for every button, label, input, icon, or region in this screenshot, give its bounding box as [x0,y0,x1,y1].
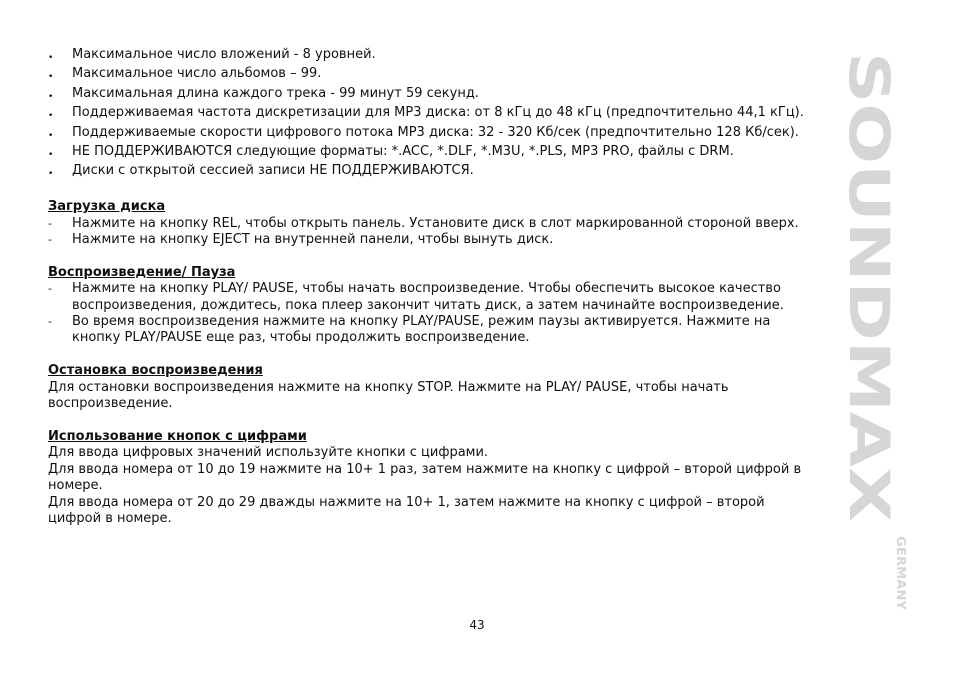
brand-sub: GERMANY [894,536,908,604]
bullet-icon: • [48,111,54,122]
list-item [48,47,808,66]
paragraph: Для остановки воспроизведения нажмите на кнопку STOP. Нажмите на PLAY/ PAUSE, чтобы начать воспроизведение. [48,379,729,412]
bullet-icon: • [48,150,54,161]
list-item-text: Поддерживаемые скорости цифрового потока MP3 диска: 32 - 320 Кб/сек (предпочтительно 128 Кб/сек). [72,124,799,140]
list-item [48,125,808,144]
dash-icon: - [48,233,52,247]
section-stop [48,363,808,412]
section-heading: Воспроизведение/ Пауза [48,264,236,280]
bullet-icon: • [48,53,54,63]
bullet-icon: • [48,130,54,141]
brand-logo [837,52,908,612]
list-item-text: Поддерживаемая частота дискретизации для MP3 диска: от 8 кГц до 48 кГц (предпочтительно 44,1 кГц). [72,105,804,121]
list-item [48,314,808,347]
section-heading: Остановка воспроизведения [48,363,263,379]
list-item-text: Диски с открытой сессией записи НЕ ПОДДЕРЖИВАЮТСЯ. [72,163,474,179]
list-item [48,105,808,124]
list-item [48,66,808,85]
list-item [48,216,808,232]
list-item-text: НЕ ПОДДЕРЖИВАЮТСЯ следующие форматы: *.ACC, *.DLF, *.M3U, *.PLS, MP3 PRO, файлы с DRM. [72,144,734,160]
list-item [48,86,808,105]
list-item [48,232,808,248]
bullet-icon: • [48,169,54,180]
list-item [48,163,808,182]
list-item-text: Во время воспроизведения нажмите на кнопку PLAY/PAUSE, режим паузы активируется. Нажмите на кнопку PLAY/PAUSE еще раз, чтобы продолжить воспроизведение. [72,314,771,346]
list-item-text: Максимальная длина каждого трека - 99 минут 59 секунд. [72,85,479,101]
section-heading: Загрузка диска [48,199,166,215]
section-play-pause [48,265,808,347]
paragraph: Для ввода номера от 20 до 29 дважды нажмите на 10+ 1, затем нажмите на кнопку с цифрой – второй цифрой в номере. [48,494,765,526]
section-heading: Использование кнопок с цифрами [48,428,307,444]
page-number: 43 [469,618,485,632]
list-item-text: Максимальное число альбомов – 99. [72,66,322,82]
spacer [48,248,808,264]
list-item-text: Нажмите на кнопку EJECT на внутренней панели, чтобы вынуть диск. [72,232,554,248]
bullet-icon: • [48,91,54,102]
spacer [48,412,808,428]
list-item [48,281,808,314]
list-item-text: Нажмите на кнопку REL, чтобы открыть панель. Установите диск в слот маркированной стороной вверх. [72,215,799,231]
spec-list [48,47,808,183]
dash-icon: - [48,315,52,329]
bullet-icon: • [48,72,54,83]
spacer [48,347,808,363]
spacer [48,183,808,199]
dash-icon: - [48,282,52,296]
section-digit-buttons [48,429,808,527]
page-content [48,47,808,527]
list-item-text: Максимальное число вложений - 8 уровней. [72,47,376,62]
list-item-text: Нажмите на кнопку PLAY/ PAUSE, чтобы начать воспроизведение. Чтобы обеспечить высокое качество воспроизведения, дождитесь, пока плеер закончит читать диск, а затем начинайте воспроизведение. [72,281,784,313]
brand-name: SOUNDMAX [837,52,901,415]
list-item [48,144,808,163]
paragraph: Для ввода номера от 10 до 19 нажмите на 10+ 1 раз, затем нажмите на кнопку с цифрой – второй цифрой в номере. [48,461,802,494]
dash-icon: - [48,216,52,230]
paragraph: Для ввода цифровых значений используйте кнопки с цифрами. [48,445,489,461]
section-load-disc [48,199,808,248]
